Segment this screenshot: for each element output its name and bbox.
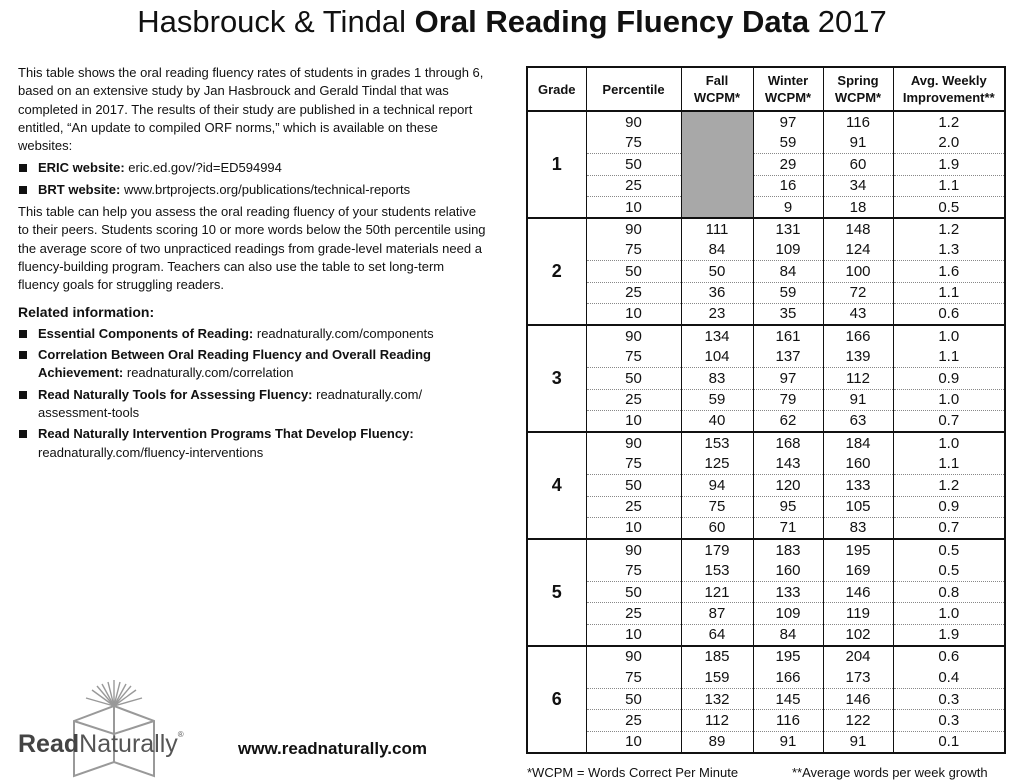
percentile-cell: 50: [586, 582, 681, 603]
percentile-cell: 75: [586, 667, 681, 688]
percentile-cell: 10: [586, 304, 681, 325]
bullet-icon: [19, 330, 27, 338]
avg-cell: 0.3: [893, 689, 1005, 710]
table-row: [527, 304, 1005, 325]
winter-cell: 71: [753, 517, 823, 538]
avg-cell: 0.5: [893, 560, 1005, 581]
fall-cell: 134: [681, 325, 753, 346]
fall-cell: 153: [681, 560, 753, 581]
avg-cell: 0.1: [893, 731, 1005, 752]
avg-cell: 1.6: [893, 261, 1005, 282]
fall-cell: 112: [681, 710, 753, 731]
table-row: [527, 539, 1005, 560]
related-list: [18, 325, 488, 462]
list-item[interactable]: BRT website: www.brtprojects.org/publications/technical-reports: [18, 181, 488, 199]
percentile-cell: 50: [586, 475, 681, 496]
list-item[interactable]: Correlation Between Oral Reading Fluency and Overall Reading Achievement: readnaturally.com/correlation: [18, 346, 488, 383]
header-winter: Winter WCPM*: [753, 67, 823, 111]
winter-cell: 59: [753, 282, 823, 303]
avg-cell: 0.8: [893, 582, 1005, 603]
percentile-cell: 90: [586, 111, 681, 132]
spring-cell: 72: [823, 282, 893, 303]
table-row: [527, 389, 1005, 410]
footnote-avg: **Average words per week growth: [792, 765, 988, 780]
grade-group-4: [527, 432, 1005, 539]
percentile-cell: 50: [586, 368, 681, 389]
avg-cell: 0.6: [893, 646, 1005, 667]
winter-cell: 9: [753, 197, 823, 218]
spring-cell: 91: [823, 132, 893, 153]
percentile-cell: 25: [586, 603, 681, 624]
fall-cell: 36: [681, 282, 753, 303]
winter-cell: 131: [753, 218, 823, 239]
winter-cell: 84: [753, 624, 823, 645]
header-avg-weekly: Avg. Weekly Improvement**: [893, 67, 1005, 111]
fall-cell: [681, 154, 753, 175]
bullet-icon: [19, 430, 27, 438]
winter-cell: 97: [753, 111, 823, 132]
table-row: [527, 475, 1005, 496]
percentile-cell: 90: [586, 646, 681, 667]
winter-cell: 116: [753, 710, 823, 731]
winter-cell: 109: [753, 603, 823, 624]
percentile-cell: 10: [586, 517, 681, 538]
spring-cell: 148: [823, 218, 893, 239]
avg-cell: 0.9: [893, 496, 1005, 517]
percentile-cell: 25: [586, 710, 681, 731]
percentile-cell: 10: [586, 624, 681, 645]
winter-cell: 16: [753, 175, 823, 196]
table-row: [527, 731, 1005, 752]
fall-cell: [681, 197, 753, 218]
avg-cell: 1.9: [893, 624, 1005, 645]
percentile-cell: 90: [586, 539, 681, 560]
percentile-cell: 75: [586, 560, 681, 581]
winter-cell: 137: [753, 346, 823, 367]
winter-cell: 84: [753, 261, 823, 282]
table-row: [527, 111, 1005, 132]
grade-group-3: [527, 325, 1005, 432]
fall-cell: 87: [681, 603, 753, 624]
avg-cell: 1.0: [893, 389, 1005, 410]
winter-cell: 120: [753, 475, 823, 496]
fall-cell: 125: [681, 453, 753, 474]
avg-cell: 0.6: [893, 304, 1005, 325]
percentile-cell: 90: [586, 325, 681, 346]
spring-cell: 105: [823, 496, 893, 517]
table-row: [527, 624, 1005, 645]
spring-cell: 184: [823, 432, 893, 453]
spring-cell: 102: [823, 624, 893, 645]
winter-cell: 143: [753, 453, 823, 474]
table-row: [527, 517, 1005, 538]
spring-cell: 43: [823, 304, 893, 325]
intro-paragraph: This table shows the oral reading fluency rates of students in grades 1 through 6, based on an extensive study by Jan Hasbrouck and Gerald Tindal that was completed in 2017. The results of their study are published in a technical report entitled, “An update to compiled ORF norms,” which is available on these websites:: [18, 65, 484, 154]
table-row: [527, 453, 1005, 474]
avg-cell: 1.1: [893, 282, 1005, 303]
winter-cell: 91: [753, 731, 823, 752]
grade-group-2: [527, 218, 1005, 325]
winter-cell: 166: [753, 667, 823, 688]
fall-cell: 111: [681, 218, 753, 239]
table-header-row: [527, 67, 1005, 111]
header-percentile: Percentile: [586, 67, 681, 111]
table-row: [527, 496, 1005, 517]
percentile-cell: 50: [586, 689, 681, 710]
fall-cell: 84: [681, 239, 753, 260]
table-row: [527, 667, 1005, 688]
grade-group-5: [527, 539, 1005, 646]
orf-table: [526, 66, 1006, 754]
fall-cell: 40: [681, 410, 753, 431]
table-row: [527, 410, 1005, 431]
website-list: [18, 159, 488, 199]
grade-cell: 6: [551, 688, 562, 709]
related-heading: Related information:: [18, 303, 155, 320]
percentile-cell: 90: [586, 432, 681, 453]
avg-cell: 2.0: [893, 132, 1005, 153]
winter-cell: 59: [753, 132, 823, 153]
fall-cell: 179: [681, 539, 753, 560]
assess-paragraph: This table can help you assess the oral reading fluency of your students relative to their peers. Students scoring 10 or more words below the 50th percentile using the average score of two unpracticed readings from grade-level materials need a fluency-building program. Teachers can also use the table to set long-term fluency goals for struggling readers.: [18, 204, 486, 293]
spring-cell: 169: [823, 560, 893, 581]
list-item[interactable]: Essential Components of Reading: readnaturally.com/components: [18, 325, 488, 343]
table-row: [527, 175, 1005, 196]
avg-cell: 1.1: [893, 453, 1005, 474]
spring-cell: 146: [823, 689, 893, 710]
winter-cell: 160: [753, 560, 823, 581]
fall-cell: [681, 175, 753, 196]
bullet-icon: [19, 164, 27, 172]
spring-cell: 139: [823, 346, 893, 367]
avg-cell: 1.2: [893, 111, 1005, 132]
winter-cell: 161: [753, 325, 823, 346]
spring-cell: 34: [823, 175, 893, 196]
avg-cell: 0.5: [893, 197, 1005, 218]
list-item[interactable]: Read Naturally Intervention Programs That Develop Fluency: readnaturally.com/fluency-interventions: [18, 425, 488, 462]
bullet-icon: [19, 391, 27, 399]
winter-cell: 145: [753, 689, 823, 710]
page-title: [0, 2, 1024, 42]
spring-cell: 166: [823, 325, 893, 346]
read-naturally-logo-icon: [14, 676, 214, 781]
table-row: [527, 197, 1005, 218]
grade-cell: 2: [551, 260, 562, 281]
table-row: [527, 261, 1005, 282]
grade-cell: 3: [551, 367, 562, 388]
website-link[interactable]: www.readnaturally.com: [238, 739, 427, 758]
table-row: [527, 603, 1005, 624]
fall-cell: 75: [681, 496, 753, 517]
avg-cell: 1.1: [893, 346, 1005, 367]
winter-cell: 29: [753, 154, 823, 175]
logo-wordmark: ReadNaturally®: [18, 730, 184, 758]
fall-cell: 104: [681, 346, 753, 367]
spring-cell: 119: [823, 603, 893, 624]
avg-cell: 1.2: [893, 475, 1005, 496]
title-bold: Oral Reading Fluency Data: [414, 4, 810, 39]
spring-cell: 63: [823, 410, 893, 431]
fall-cell: 23: [681, 304, 753, 325]
table-row: [527, 368, 1005, 389]
winter-cell: 133: [753, 582, 823, 603]
table-row: [527, 432, 1005, 453]
table-row: [527, 582, 1005, 603]
fall-cell: 185: [681, 646, 753, 667]
winter-cell: 183: [753, 539, 823, 560]
grade-group-1: [527, 111, 1005, 218]
fall-cell: [681, 111, 753, 132]
table-row: [527, 239, 1005, 260]
intro-section: [18, 64, 488, 466]
percentile-cell: 75: [586, 132, 681, 153]
spring-cell: 60: [823, 154, 893, 175]
fall-cell: 94: [681, 475, 753, 496]
fall-cell: 89: [681, 731, 753, 752]
percentile-cell: 90: [586, 218, 681, 239]
avg-cell: 1.9: [893, 154, 1005, 175]
avg-cell: 0.4: [893, 667, 1005, 688]
percentile-cell: 10: [586, 197, 681, 218]
avg-cell: 0.7: [893, 517, 1005, 538]
avg-cell: 0.3: [893, 710, 1005, 731]
winter-cell: 95: [753, 496, 823, 517]
spring-cell: 173: [823, 667, 893, 688]
grade-cell: 4: [551, 474, 562, 495]
spring-cell: 91: [823, 731, 893, 752]
fall-cell: [681, 132, 753, 153]
percentile-cell: 25: [586, 496, 681, 517]
avg-cell: 0.5: [893, 539, 1005, 560]
avg-cell: 1.0: [893, 603, 1005, 624]
winter-cell: 35: [753, 304, 823, 325]
table-row: [527, 154, 1005, 175]
winter-cell: 109: [753, 239, 823, 260]
winter-cell: 195: [753, 646, 823, 667]
avg-cell: 1.0: [893, 432, 1005, 453]
spring-cell: 112: [823, 368, 893, 389]
list-item[interactable]: ERIC website: eric.ed.gov/?id=ED594994: [18, 159, 488, 177]
spring-cell: 83: [823, 517, 893, 538]
header-spring: Spring WCPM*: [823, 67, 893, 111]
percentile-cell: 25: [586, 282, 681, 303]
fall-cell: 153: [681, 432, 753, 453]
table-row: [527, 689, 1005, 710]
spring-cell: 91: [823, 389, 893, 410]
title-prefix: Hasbrouck & Tindal: [137, 4, 415, 39]
header-fall: Fall WCPM*: [681, 67, 753, 111]
grade-cell: 1: [551, 153, 562, 174]
percentile-cell: 50: [586, 154, 681, 175]
winter-cell: 97: [753, 368, 823, 389]
grade-group-6: [527, 646, 1005, 753]
fall-cell: 59: [681, 389, 753, 410]
percentile-cell: 10: [586, 731, 681, 752]
table-row: [527, 646, 1005, 667]
percentile-cell: 25: [586, 175, 681, 196]
list-item[interactable]: Read Naturally Tools for Assessing Fluency: readnaturally.com/ assessment-tools: [18, 386, 488, 423]
fall-cell: 50: [681, 261, 753, 282]
spring-cell: 18: [823, 197, 893, 218]
spring-cell: 100: [823, 261, 893, 282]
avg-cell: 0.7: [893, 410, 1005, 431]
fall-cell: 121: [681, 582, 753, 603]
fall-cell: 132: [681, 689, 753, 710]
percentile-cell: 50: [586, 261, 681, 282]
fall-cell: 159: [681, 667, 753, 688]
spring-cell: 160: [823, 453, 893, 474]
title-year: 2017: [809, 4, 887, 39]
table-row: [527, 710, 1005, 731]
header-grade: Grade: [537, 81, 576, 97]
table-row: [527, 282, 1005, 303]
table-row: [527, 218, 1005, 239]
table-row: [527, 132, 1005, 153]
percentile-cell: 25: [586, 389, 681, 410]
spring-cell: 133: [823, 475, 893, 496]
spring-cell: 124: [823, 239, 893, 260]
fall-cell: 83: [681, 368, 753, 389]
avg-cell: 1.2: [893, 218, 1005, 239]
percentile-cell: 75: [586, 346, 681, 367]
spring-cell: 116: [823, 111, 893, 132]
spring-cell: 146: [823, 582, 893, 603]
winter-cell: 62: [753, 410, 823, 431]
winter-cell: 168: [753, 432, 823, 453]
fall-cell: 64: [681, 624, 753, 645]
percentile-cell: 75: [586, 239, 681, 260]
table-row: [527, 560, 1005, 581]
bullet-icon: [19, 186, 27, 194]
percentile-cell: 10: [586, 410, 681, 431]
spring-cell: 204: [823, 646, 893, 667]
grade-cell: 5: [551, 581, 562, 602]
avg-cell: 1.0: [893, 325, 1005, 346]
spring-cell: 122: [823, 710, 893, 731]
footnote-wcpm: *WCPM = Words Correct Per Minute: [527, 765, 739, 780]
avg-cell: 0.9: [893, 368, 1005, 389]
percentile-cell: 75: [586, 453, 681, 474]
avg-cell: 1.3: [893, 239, 1005, 260]
bullet-icon: [19, 351, 27, 359]
table-row: [527, 325, 1005, 346]
fall-cell: 60: [681, 517, 753, 538]
winter-cell: 79: [753, 389, 823, 410]
spring-cell: 195: [823, 539, 893, 560]
avg-cell: 1.1: [893, 175, 1005, 196]
table-row: [527, 346, 1005, 367]
